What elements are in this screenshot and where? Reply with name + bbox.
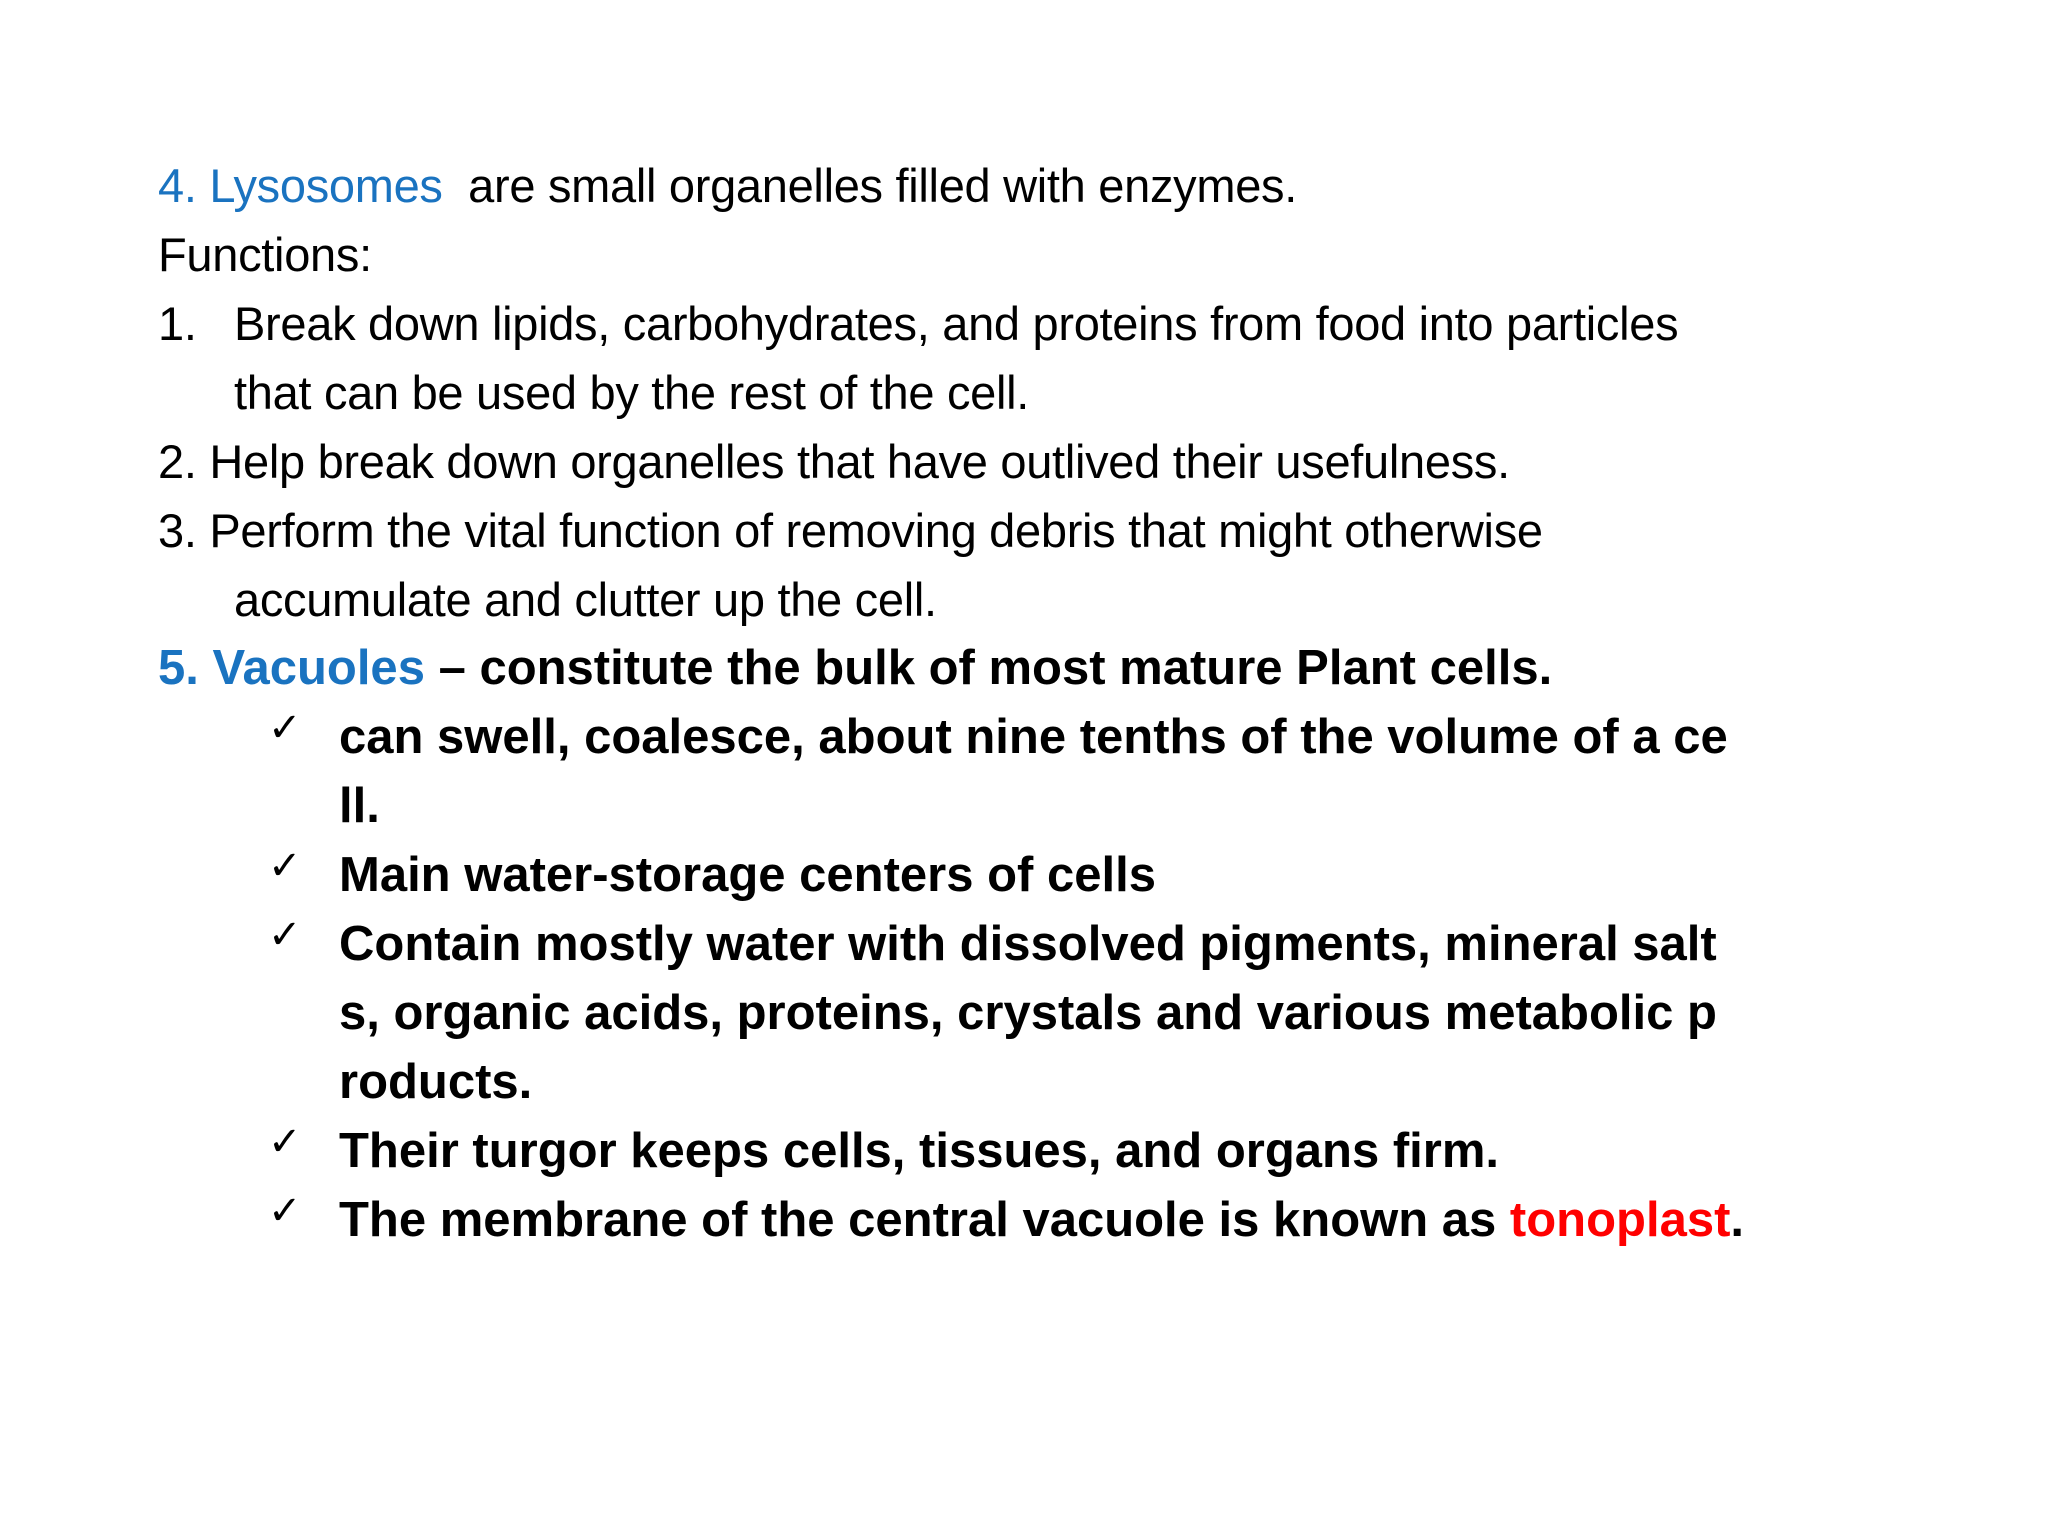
lysosomes-heading-number: 4. Lysosomes xyxy=(158,159,443,212)
vacuole-bullet-1-line-2: ll. xyxy=(339,779,380,833)
checkmark-icon: ✓ xyxy=(268,912,302,958)
vacuole-bullet-2: Main water-storage centers of cells xyxy=(339,848,1156,902)
function-item-2: 2. Help break down organelles that have outlived their usefulness. xyxy=(158,435,1510,488)
tonoplast-term: tonoplast xyxy=(1509,1193,1731,1247)
functions-label: Functions: xyxy=(158,228,372,281)
vacuoles-heading-number: 5. Vacuoles xyxy=(158,641,425,695)
vacuoles-heading xyxy=(158,634,1552,703)
vacuole-bullet-1-line-1: can swell, coalesce, about nine tenths of the volume of a ce xyxy=(339,710,1728,764)
vacuole-bullet-5-text: The membrane of the central vacuole is known as xyxy=(339,1193,1497,1247)
vacuole-bullet-5-period: . xyxy=(1730,1193,1745,1247)
vacuoles-heading-text: – constitute the bulk of most mature Plant cells. xyxy=(438,641,1553,695)
function-item-1-line-1: Break down lipids, carbohydrates, and proteins from food into particles xyxy=(234,297,1679,350)
vacuole-bullet-3-line-2: s, organic acids, proteins, crystals and various metabolic p xyxy=(339,986,1717,1040)
vacuole-bullet-3-line-3: roducts. xyxy=(339,1055,533,1109)
function-item-1-line-2: that can be used by the rest of the cell. xyxy=(234,366,1030,419)
checkmark-icon: ✓ xyxy=(268,1188,302,1234)
vacuole-bullet-4: Their turgor keeps cells, tissues, and organs firm. xyxy=(339,1124,1500,1178)
function-item-3-line-1: 3. Perform the vital function of removing debris that might otherwise xyxy=(158,504,1543,557)
checkmark-icon: ✓ xyxy=(268,705,302,751)
checkmark-icon: ✓ xyxy=(268,1119,302,1165)
function-item-1-number: 1. xyxy=(158,297,197,350)
lysosomes-heading-text: are small organelles filled with enzymes. xyxy=(468,159,1297,212)
vacuole-bullet-5 xyxy=(339,1186,1744,1255)
function-item-3-line-2: accumulate and clutter up the cell. xyxy=(234,573,937,626)
lysosomes-heading xyxy=(158,151,1297,220)
checkmark-icon: ✓ xyxy=(268,843,302,889)
vacuole-bullet-3-line-1: Contain mostly water with dissolved pigments, mineral salt xyxy=(339,917,1717,971)
